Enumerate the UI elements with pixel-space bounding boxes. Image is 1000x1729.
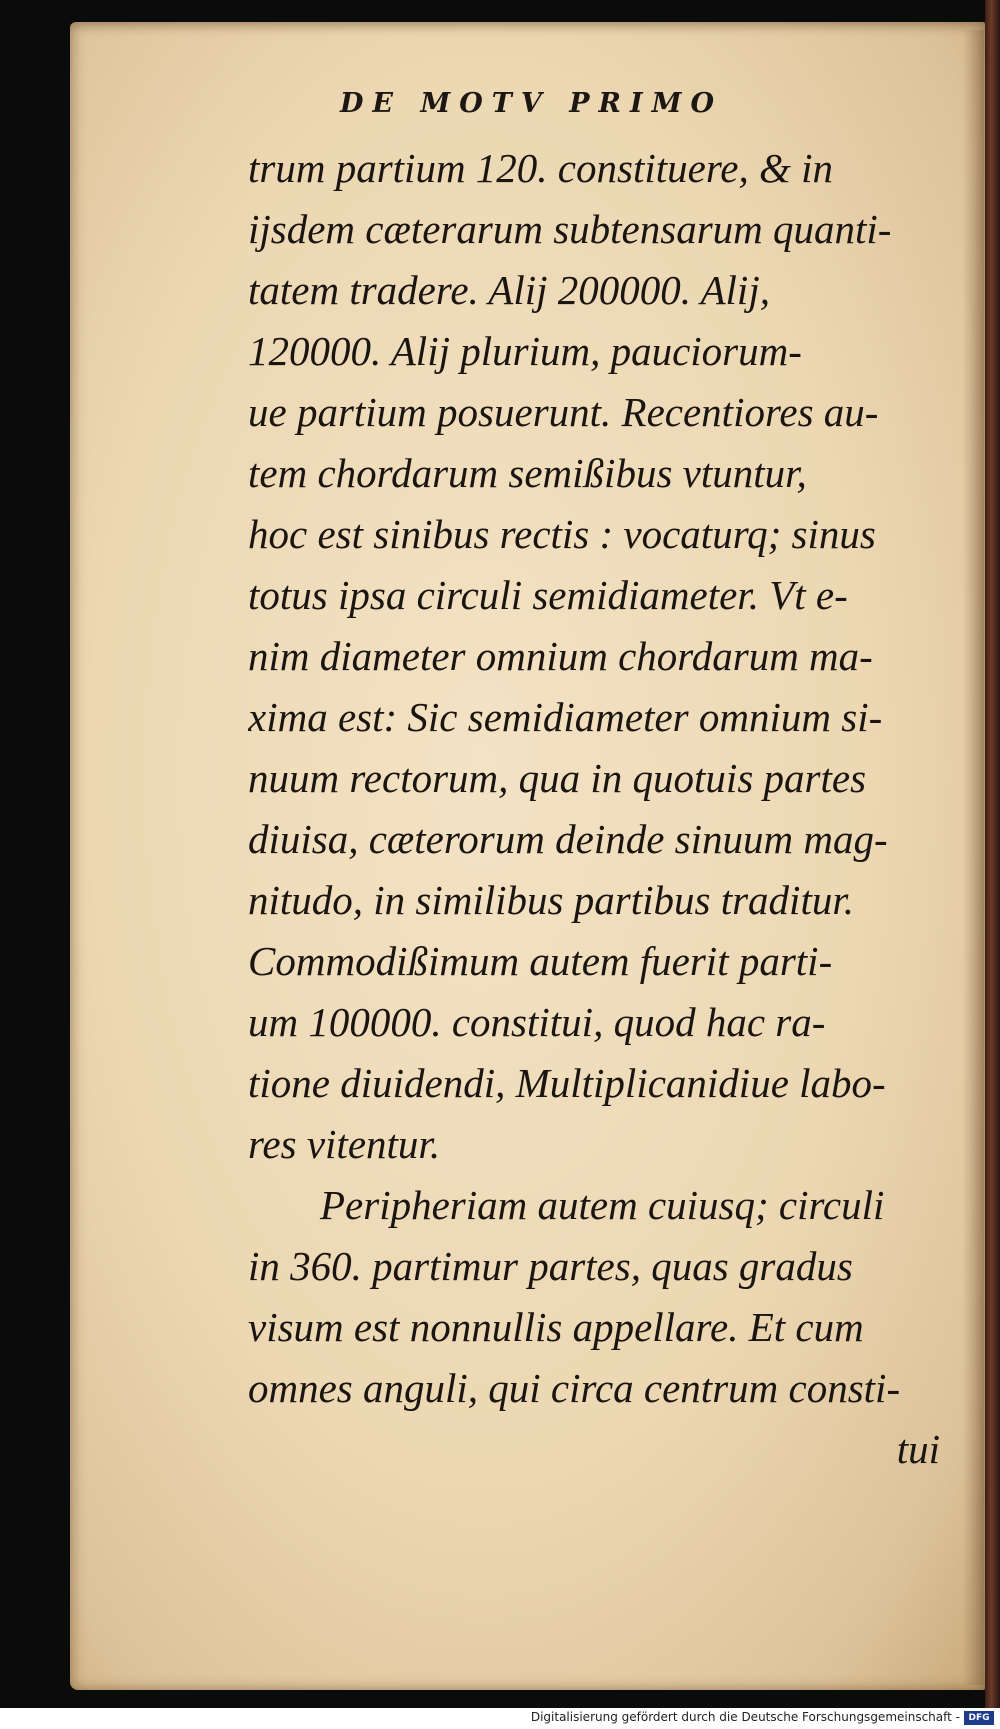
text-line: tatem tradere. Alij 200000. Alij, bbox=[248, 267, 770, 313]
text-line: hoc est sinibus rectis : vocaturq; sinus bbox=[248, 511, 876, 557]
book-edge bbox=[985, 0, 1000, 1729]
catchword: tui bbox=[896, 1426, 940, 1472]
digitization-credit: Digitalisierung gefördert durch die Deutsche Forschungsgemeinschaft - bbox=[530, 1710, 960, 1724]
running-head: DE MOTV PRIMO bbox=[340, 88, 724, 119]
text-line: diuisa, cæterorum deinde sinuum mag- bbox=[248, 816, 888, 862]
text-line: tione diuidendi, Multiplicanidiue labo- bbox=[248, 1060, 886, 1106]
text-line: nitudo, in similibus partibus traditur. bbox=[248, 877, 854, 923]
text-line: res vitentur. bbox=[248, 1121, 441, 1167]
text-line: nuum rectorum, qua in quotuis partes bbox=[248, 755, 867, 801]
dfg-logo: DFG bbox=[964, 1711, 994, 1725]
text-line: nim diameter omnium chordarum ma- bbox=[248, 633, 873, 679]
text-line: totus ipsa circuli semidiameter. Vt e- bbox=[248, 572, 848, 618]
page-text bbox=[248, 138, 948, 1480]
text-line: um 100000. constitui, quod hac ra- bbox=[248, 999, 826, 1045]
text-line: ijsdem cæterarum subtensarum quanti- bbox=[248, 206, 892, 252]
text-line: 120000. Alij plurium, pauciorum- bbox=[248, 328, 802, 374]
page-fold-shadow bbox=[962, 30, 984, 1685]
text-line: ue partium posuerunt. Recentiores au- bbox=[248, 389, 879, 435]
text-line: trum partium 120. constituere, & in bbox=[248, 145, 833, 191]
text-line: tem chordarum semißibus vtuntur, bbox=[248, 450, 807, 496]
text-line: xima est: Sic semidiameter omnium si- bbox=[248, 694, 883, 740]
text-line: omnes anguli, qui circa centrum consti- bbox=[248, 1365, 901, 1411]
footer-bar bbox=[0, 1708, 1000, 1729]
text-line: visum est nonnullis appellare. Et cum bbox=[248, 1304, 864, 1350]
paragraph-start-line: Peripheriam autem cuiusq; circuli bbox=[320, 1182, 885, 1228]
text-line: in 360. partimur partes, quas gradus bbox=[248, 1243, 853, 1289]
text-line: Commodißimum autem fuerit parti- bbox=[248, 938, 833, 984]
